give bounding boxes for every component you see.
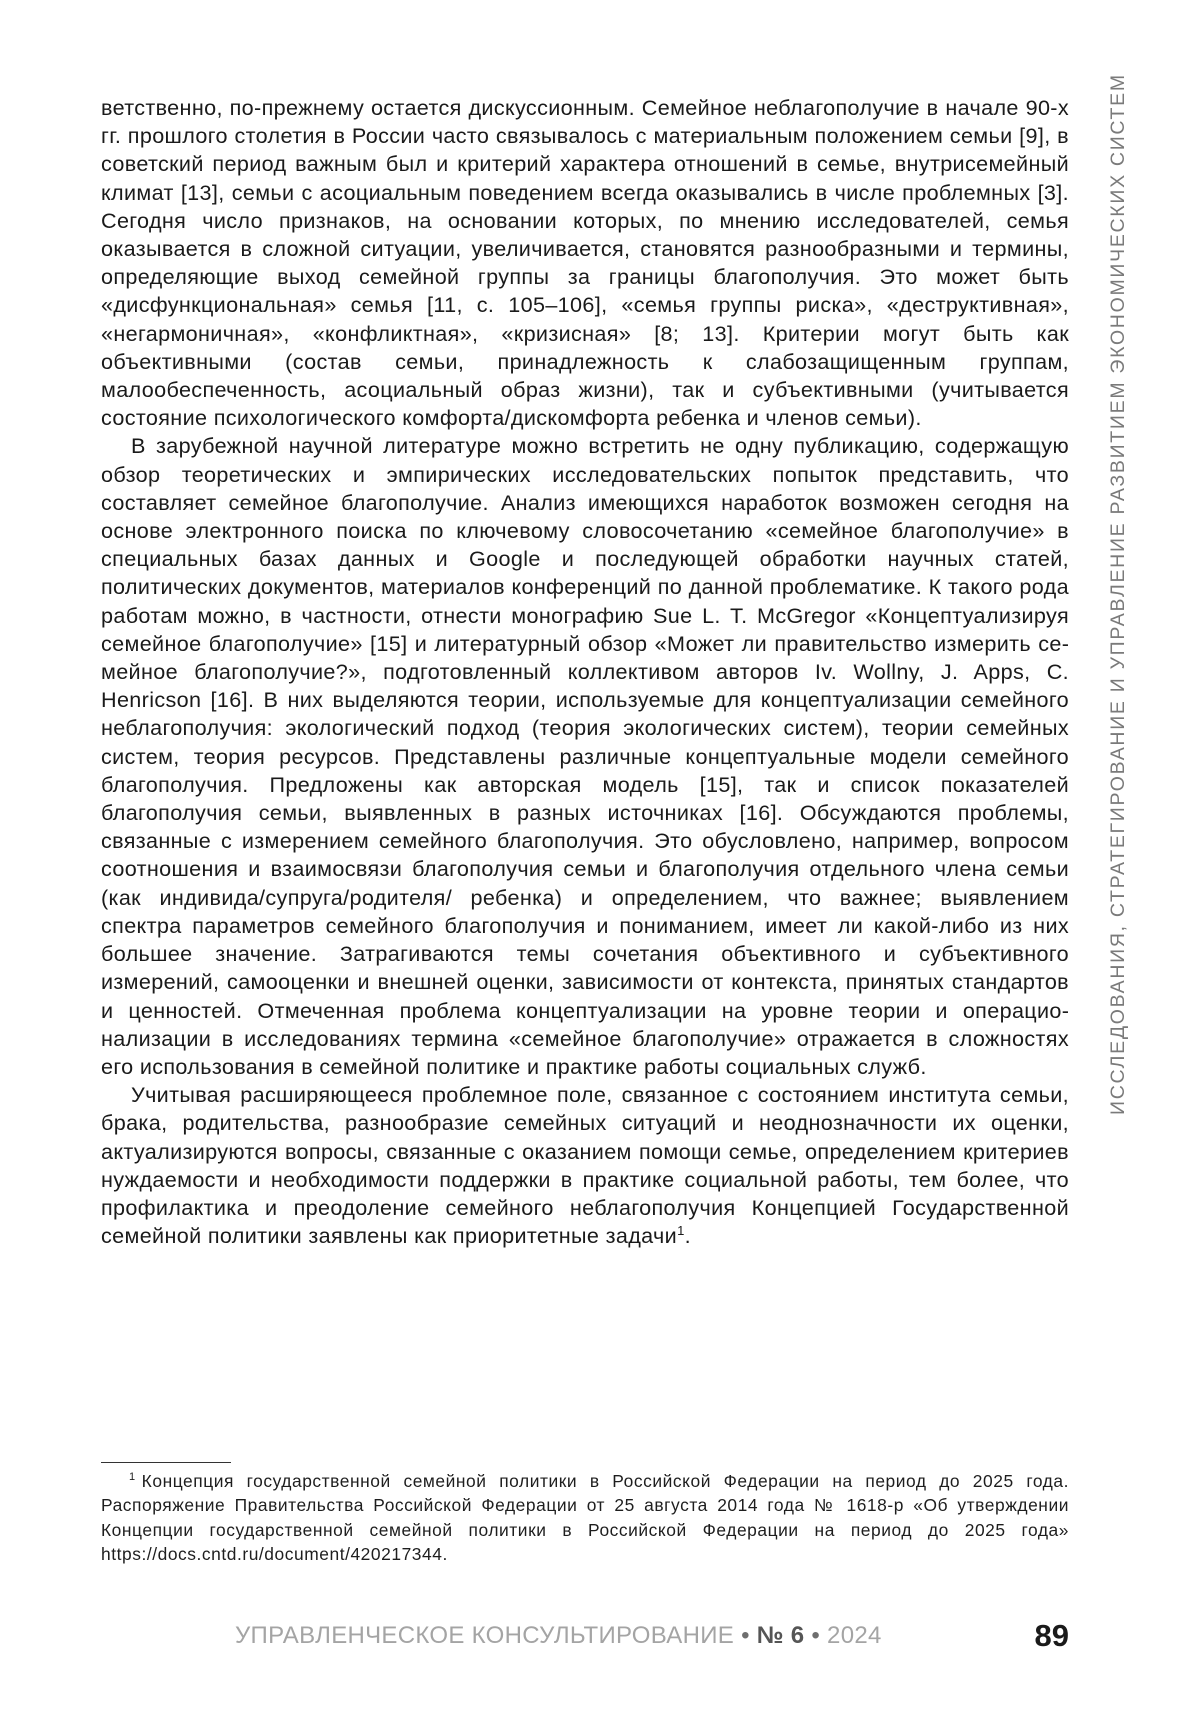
section-side-banner: ИССЛЕДОВАНИЯ, СТРАТЕГИРОВАНИЕ И УПРАВЛЕНИЕ РАЗВИТИЕМ ЭКОНОМИЧЕСКИХ СИСТЕМ (1107, 73, 1129, 1115)
issue-number: № 6 (756, 1622, 805, 1649)
footnote-reference[interactable]: 1 (677, 1222, 685, 1238)
paragraph-3-text: Учитывая расширяющееся проблемное поле, связанное с состоянием института семьи, брака, родительства, разнообразие семейных ситуаций и неоднозначности их оценки, актуализируются вопросы, связанные с оказанием помощи семье, определением критериев нуждаемости и необходимости поддержки в практике социальной работы, тем более, что профилактика и преодоление семейного неблагополучия Концепцией Государственной семейной политики заявлены как приоритетные задачи (101, 1082, 1069, 1249)
issue-year: 2024 (827, 1622, 882, 1649)
paragraph-1: ветственно, по-прежнему остается дискуссионным. Семейное неблагополучие в начале 90-х гг. прошлого столетия в России часто связывалось с материальным положением семьи [9], в советский период важным был и критерий характера отношений в семье, внутрисемейный климат [13], семьи с асоциальным поведением всегда оказывались в числе проблемных [3]. Сегодня число признаков, на основании которых, по мнению исследователей, семья оказывается в сложной ситуации, увеличивается, становятся разнообразными и термины, определяющие выход семейной группы за границы благополучия. Это может быть «дисфункциональная» семья [11, с. 105–106], «семья группы риска», «деструктивная», «негармоничная», «конфликтная», «кризисная» [8; 13]. Критерии могут быть как объективными (состав семьи, принадлежность к слабозащищенным группам, малообеспеченность, асоциальный образ жизни), так и субъективными (учитывается состояние психологического комфорта/дискомфорта ребенка и членов семьи). (101, 95, 1069, 431)
footnote (101, 1469, 1069, 1566)
footnote-divider (101, 1462, 231, 1463)
page-number: 89 (1034, 1618, 1069, 1653)
separator-dot: • (741, 1622, 750, 1649)
journal-title: УПРАВЛЕНЧЕСКОЕ КОНСУЛЬТИРОВАНИЕ (235, 1622, 735, 1649)
footnote-text: Концепция государственной семейной политики в Российской Федерации на период до 2025 года. Распоряжение Правительства Российской Федерации от 25 августа 2014 года № 1618-р «Об утверждении Концепции государственной семейной политики в Российской Федерации на период до 2025 года» https://docs.cntd.ru/document/420217344. (101, 1471, 1069, 1564)
article-body (101, 94, 1069, 1250)
paragraph-2: В зарубежной научной литературе можно встретить не одну публикацию, содержащую обзор теоретических и эмпирических исследовательских попыток представить, что составляет семейное благополучие. Анализ имеющихся наработок возможен сегодня на основе электронного поиска по ключевому словосочетанию «семейное благополучие» в специальных базах данных и Google и последующей обработки научных статей, политических документов, материалов конференций по данной проблематике. К такого рода работам можно, в частности, отнести монографию Sue L. T. McGregor «Концептуализируя семейное благополучие» [15] и литературный обзор «Может ли правительство измерить семейное благополучие?», подготовленный коллективом авторов Iv. Wollny, J. Apps, C. Henricson [16]. В них выделяются теории, используемые для концептуализации семейного неблагополучия: экологический подход (теория экологических систем), теории семейных систем, теория ресурсов. Представлены различные концептуальные модели семейного благополучия. Предложены как авторская модель [15], так и список показателей благополучия семьи, выявленных в разных источниках [16]. Обсуждаются проблемы, связанные с измерением семейного благополучия. Это обусловлено, например, вопросом соотношения и взаимосвязи благополучия семьи и благополучия отдельного члена семьи (как индивида/супруга/родителя/ ребенка) и определением, что важнее; выявлением спектра параметров семейного благополучия и пониманием, имеет ли какой-либо из них большее значение. Затрагиваются темы сочетания объективного и субъективного измерений, самооценки и внешней оценки, зависимости от контекста, принятых стандартов и ценностей. Отмеченная проблема концептуализации на уровне теории и операционализации в исследованиях термина «семейное благополучие» отражается в сложностях его использования в семейной политике и практике работы социальных служб. (101, 433, 1069, 1079)
paragraph-3: Учитывая расширяющееся проблемное поле, связанное с состоянием института семьи, брака, родительства, разнообразие семейных ситуаций и неоднозначности их оценки, актуализируются вопросы, связанные с оказанием помощи семье, определением критериев нуждаемости и необходимости поддержки в практике социальной работы, тем более, что профилактика и преодоление семейного неблагополучия Концепцией Государственной семейной политики заявлены как приоритетные задачи$^1$. (101, 1082, 1069, 1249)
footnote-mark: 1 (129, 1471, 136, 1484)
running-footer (235, 1622, 882, 1650)
separator-dot: • (811, 1622, 821, 1649)
page-footer (235, 1618, 1069, 1658)
